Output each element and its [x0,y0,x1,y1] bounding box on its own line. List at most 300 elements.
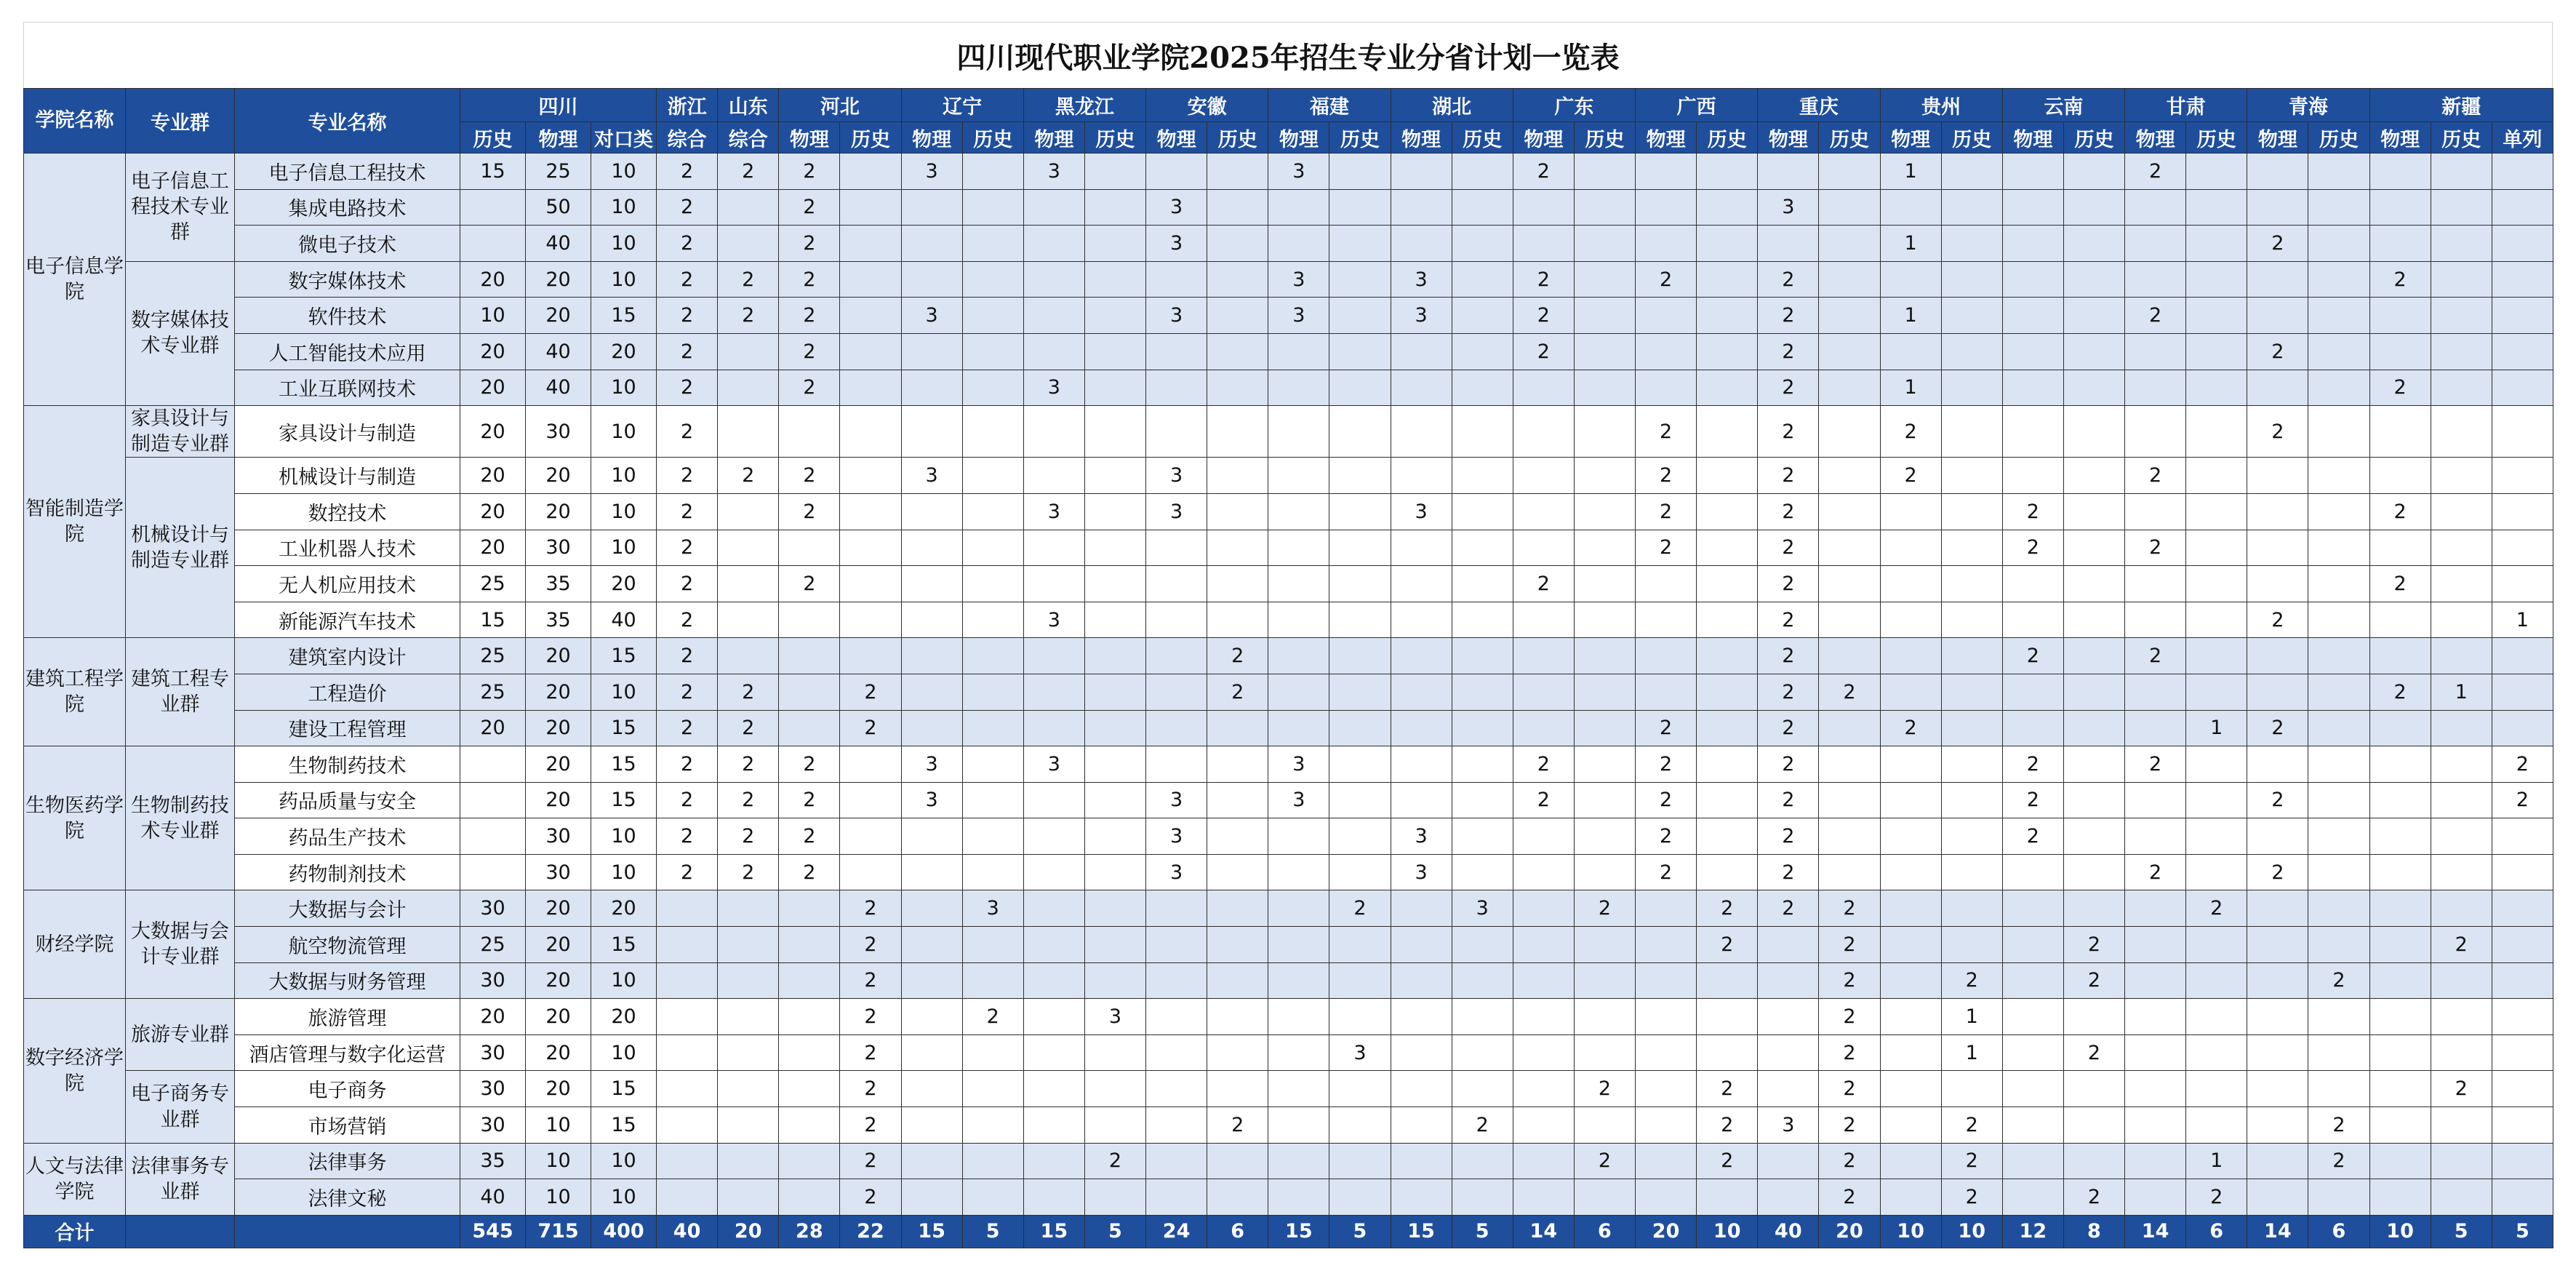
plan-value [1329,746,1391,783]
plan-value [718,493,779,530]
plan-value: 2 [718,854,779,890]
header-subject: 对口类 [591,122,657,153]
plan-value: 35 [526,602,591,638]
plan-value [1207,370,1268,406]
table-row [24,962,2553,999]
plan-value [2125,566,2186,602]
total-value: 545 [460,1215,526,1248]
header-college: 学院名称 [24,89,126,153]
plan-value [1268,493,1329,530]
plan-value [460,854,526,890]
plan-value [2431,226,2492,262]
plan-value [657,927,718,963]
plan-value [1452,999,1513,1035]
plan-value: 1 [2186,710,2247,746]
plan-value [1697,638,1758,674]
plan-value: 2 [657,602,718,638]
plan-value: 15 [591,1071,657,1107]
plan-value: 30 [460,1107,526,1144]
plan-value [1207,458,1268,494]
plan-value: 2 [1207,638,1268,674]
table-row [24,927,2553,963]
plan-value [2247,261,2308,298]
plan-value: 2 [2369,566,2431,602]
header-subject: 历史 [460,122,526,153]
total-value: 5 [2431,1215,2492,1248]
college-cell: 电子信息学院 [24,153,126,406]
plan-value [2125,1143,2186,1179]
plan-value [1513,638,1574,674]
plan-value [1023,1179,1084,1216]
plan-value [2492,333,2553,370]
plan-value [901,927,962,963]
plan-value [1023,566,1084,602]
plan-value [1023,854,1084,890]
plan-value [2186,927,2247,963]
plan-value [1819,854,1880,890]
plan-value: 20 [460,333,526,370]
plan-value [901,710,962,746]
plan-value [1391,189,1452,226]
plan-value [1513,818,1574,855]
plan-value [1329,1179,1391,1216]
plan-value: 2 [1941,1143,2002,1179]
plan-value: 10 [591,530,657,566]
plan-value: 3 [1268,782,1329,818]
plan-value [779,1034,840,1071]
plan-value [1636,333,1697,370]
plan-value [2247,566,2308,602]
plan-value [1207,746,1268,783]
plan-value [1023,226,1084,262]
plan-value [1697,261,1758,298]
plan-value [718,1034,779,1071]
plan-value: 2 [1758,638,1819,674]
header-province: 河北 [779,89,901,122]
plan-value: 2 [840,674,901,710]
plan-value: 2 [840,962,901,999]
plan-value: 3 [1758,189,1819,226]
plan-value [1819,261,1880,298]
plan-value [2063,746,2124,783]
plan-value: 25 [460,638,526,674]
plan-value [2308,1071,2369,1107]
plan-value [1880,566,1941,602]
plan-value [901,566,962,602]
header-subject: 历史 [2063,122,2124,153]
plan-value [1207,999,1268,1035]
plan-value [2063,261,2124,298]
plan-value [1513,530,1574,566]
plan-value [1574,602,1635,638]
plan-value: 3 [1146,782,1207,818]
plan-value [2431,406,2492,458]
plan-value: 2 [779,854,840,890]
plan-value [2369,602,2431,638]
enrollment-plan-table [23,88,2553,1248]
plan-value [1084,1034,1145,1071]
plan-value [2002,602,2063,638]
plan-value [2247,890,2308,927]
plan-value [962,927,1023,963]
plan-value: 2 [1758,854,1819,890]
plan-value [1880,1107,1941,1144]
plan-value [2308,890,2369,927]
plan-value: 2 [1819,1143,1880,1179]
plan-value: 15 [591,710,657,746]
plan-value [1329,602,1391,638]
plan-value [2125,674,2186,710]
plan-value [2186,1034,2247,1071]
plan-value: 2 [2308,1143,2369,1179]
plan-value [1452,1071,1513,1107]
plan-value [2063,710,2124,746]
plan-value [840,333,901,370]
plan-value [2125,406,2186,458]
plan-value [2369,854,2431,890]
plan-value [2492,458,2553,494]
plan-value: 2 [779,782,840,818]
plan-value: 30 [526,530,591,566]
header-subject: 历史 [1084,122,1145,153]
plan-value [1084,710,1145,746]
plan-value [1941,927,2002,963]
plan-value [779,674,840,710]
plan-value [2063,566,2124,602]
plan-value [2431,261,2492,298]
plan-value [2369,298,2431,334]
header-province: 安徽 [1146,89,1268,122]
plan-value: 2 [1819,1179,1880,1216]
plan-value: 2 [1758,298,1819,334]
plan-value [2308,782,2369,818]
header-group: 专业群 [126,89,235,153]
plan-value [1207,962,1268,999]
table-row [24,710,2553,746]
plan-value [1819,782,1880,818]
total-value: 10 [1880,1215,1941,1248]
plan-value [2063,189,2124,226]
plan-value [1023,999,1084,1035]
plan-value [1146,890,1207,927]
plan-value: 1 [2492,602,2553,638]
plan-value [2369,226,2431,262]
plan-value [1207,493,1268,530]
plan-value [1207,890,1268,927]
plan-value [2063,493,2124,530]
header-subject: 历史 [2186,122,2247,153]
plan-value: 3 [901,782,962,818]
plan-value [1146,1179,1207,1216]
plan-value: 2 [657,782,718,818]
plan-value: 10 [526,1143,591,1179]
plan-value: 3 [1268,746,1329,783]
header-subject: 物理 [2125,122,2186,153]
plan-value [2431,566,2492,602]
header-province: 广东 [1513,89,1635,122]
plan-value [1391,530,1452,566]
college-cell: 建筑工程学院 [24,638,126,746]
plan-value [1513,1143,1574,1179]
plan-value [1391,1143,1452,1179]
plan-value [2247,1034,2308,1071]
plan-value [1391,1071,1452,1107]
plan-value: 2 [1758,782,1819,818]
plan-value [1758,927,1819,963]
plan-value [2186,406,2247,458]
total-value: 5 [962,1215,1023,1248]
plan-value [1268,710,1329,746]
plan-value [1146,566,1207,602]
total-value: 20 [718,1215,779,1248]
plan-value [840,746,901,783]
header-subject: 历史 [2308,122,2369,153]
plan-value [1452,370,1513,406]
plan-value: 2 [1758,818,1819,855]
plan-value: 2 [840,1143,901,1179]
plan-value: 10 [591,1034,657,1071]
plan-value [2063,1107,2124,1144]
college-cell: 智能制造学院 [24,406,126,638]
plan-value: 15 [460,602,526,638]
plan-value: 20 [526,458,591,494]
plan-value [1023,927,1084,963]
plan-value [2186,370,2247,406]
plan-value [460,746,526,783]
plan-value [1084,333,1145,370]
plan-value: 2 [657,370,718,406]
plan-value [2492,370,2553,406]
plan-value [2186,602,2247,638]
plan-value: 20 [526,674,591,710]
plan-value: 1 [1941,999,2002,1035]
plan-value: 10 [591,153,657,190]
plan-value [718,333,779,370]
table-row [24,566,2553,602]
plan-value [2308,746,2369,783]
plan-value: 2 [1819,1034,1880,1071]
plan-value: 2 [657,638,718,674]
plan-value: 2 [657,189,718,226]
plan-value: 20 [460,261,526,298]
plan-value [1819,458,1880,494]
total-value: 10 [2369,1215,2431,1248]
plan-value [1574,927,1635,963]
plan-value [718,189,779,226]
plan-value [840,458,901,494]
plan-value: 2 [1758,566,1819,602]
plan-value [1023,406,1084,458]
plan-value [1084,746,1145,783]
plan-value [2308,261,2369,298]
plan-value [1452,854,1513,890]
plan-value [1941,818,2002,855]
plan-value: 2 [2063,1034,2124,1071]
plan-value: 20 [591,999,657,1035]
plan-value [1268,1143,1329,1179]
total-row [24,1215,2553,1248]
plan-value [2125,999,2186,1035]
plan-value [901,818,962,855]
plan-value [1268,674,1329,710]
plan-value [1513,189,1574,226]
plan-value: 2 [1819,962,1880,999]
plan-value: 2 [2063,927,2124,963]
major-name: 新能源汽车技术 [235,602,460,638]
major-name: 微电子技术 [235,226,460,262]
plan-value [460,782,526,818]
plan-value [1513,962,1574,999]
major-name: 人工智能技术应用 [235,333,460,370]
header-subject: 物理 [1758,122,1819,153]
plan-value: 20 [460,493,526,530]
total-value: 5 [1329,1215,1391,1248]
plan-value: 3 [1391,298,1452,334]
plan-value [840,298,901,334]
plan-value [1452,493,1513,530]
plan-value [1084,818,1145,855]
plan-value: 50 [526,189,591,226]
plan-value [2308,370,2369,406]
plan-value [1697,1179,1758,1216]
plan-value [1574,493,1635,530]
plan-value [657,890,718,927]
plan-value [840,818,901,855]
plan-value: 2 [1819,890,1880,927]
plan-value [1574,226,1635,262]
plan-value [1758,1071,1819,1107]
plan-value [2247,1107,2308,1144]
plan-value: 2 [1513,298,1574,334]
plan-value [718,1107,779,1144]
plan-value [1207,1034,1268,1071]
plan-value: 2 [1941,1179,2002,1216]
plan-value [718,602,779,638]
plan-value [2247,370,2308,406]
major-name: 家具设计与制造 [235,406,460,458]
header-subject: 历史 [962,122,1023,153]
plan-value [1329,530,1391,566]
plan-value [1880,493,1941,530]
plan-value [1452,153,1513,190]
plan-value [962,782,1023,818]
plan-value: 2 [1452,1107,1513,1144]
plan-value [1697,962,1758,999]
plan-value: 2 [2492,782,2553,818]
plan-value: 1 [2431,674,2492,710]
plan-value: 15 [460,153,526,190]
plan-value: 2 [1758,458,1819,494]
plan-value [2308,1034,2369,1071]
plan-value: 2 [1758,674,1819,710]
plan-value: 2 [1819,1107,1880,1144]
total-value: 15 [901,1215,962,1248]
plan-value: 3 [1268,153,1329,190]
plan-value: 10 [591,370,657,406]
header-subject: 物理 [779,122,840,153]
plan-value: 2 [718,674,779,710]
plan-value [1574,999,1635,1035]
plan-value [1941,261,2002,298]
plan-value: 3 [1146,298,1207,334]
plan-value [840,638,901,674]
plan-value [1329,189,1391,226]
plan-value [1207,818,1268,855]
plan-value: 2 [1758,333,1819,370]
plan-value [1697,406,1758,458]
plan-value [1697,854,1758,890]
plan-value [2308,406,2369,458]
plan-value [2002,1107,2063,1144]
group-cell: 家具设计与制造专业群 [126,406,235,458]
plan-value [1513,458,1574,494]
plan-value: 2 [1636,782,1697,818]
plan-value [1207,1179,1268,1216]
plan-value [2431,890,2492,927]
plan-value: 2 [2002,530,2063,566]
total-value: 15 [1391,1215,1452,1248]
plan-value [1574,370,1635,406]
plan-value [1084,493,1145,530]
header-subject: 历史 [1941,122,2002,153]
plan-value [1758,153,1819,190]
major-name: 工程造价 [235,674,460,710]
plan-value [2063,818,2124,855]
plan-value [1023,298,1084,334]
plan-value [2431,818,2492,855]
plan-value [1329,298,1391,334]
plan-value [1452,1179,1513,1216]
plan-value [2492,493,2553,530]
plan-value [1329,406,1391,458]
plan-value [2492,566,2553,602]
plan-value: 2 [1513,261,1574,298]
plan-value [1574,1034,1635,1071]
plan-value [2308,189,2369,226]
plan-value [1329,710,1391,746]
plan-value [1452,530,1513,566]
plan-value [779,406,840,458]
plan-value: 20 [460,530,526,566]
plan-value: 1 [2186,1143,2247,1179]
plan-value [1452,638,1513,674]
plan-value: 2 [1513,746,1574,783]
plan-value [1819,602,1880,638]
plan-value: 15 [591,1107,657,1144]
plan-value [1941,370,2002,406]
plan-value [1697,602,1758,638]
plan-value [2186,674,2247,710]
plan-value [1941,298,2002,334]
plan-value: 2 [1697,1107,1758,1144]
plan-value: 2 [1636,261,1697,298]
plan-value [2369,189,2431,226]
major-name: 电子商务 [235,1071,460,1107]
plan-value: 2 [2431,927,2492,963]
plan-value [2369,890,2431,927]
plan-value [2002,962,2063,999]
plan-value: 3 [1391,493,1452,530]
plan-value [2431,370,2492,406]
plan-value: 2 [1819,1071,1880,1107]
table-row [24,638,2553,674]
plan-value [718,530,779,566]
plan-value [1146,153,1207,190]
plan-value: 3 [1084,999,1145,1035]
header-province: 新疆 [2369,89,2553,122]
plan-value [2369,746,2431,783]
plan-value: 2 [2369,370,2431,406]
